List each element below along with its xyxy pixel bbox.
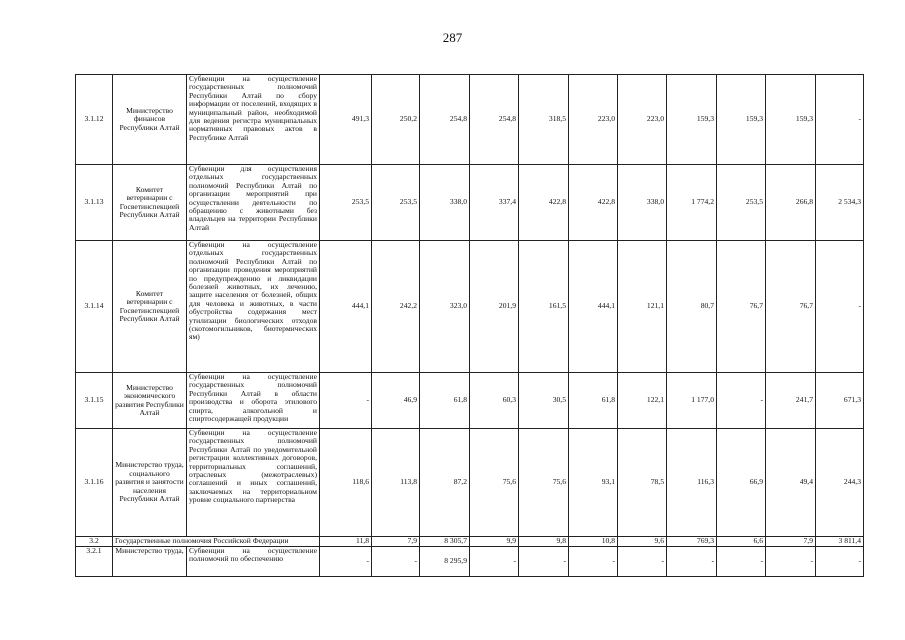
value-cell: 444,1 [569,241,618,373]
value-cell: - [320,547,372,577]
value-cell: 201,9 [470,241,519,373]
value-cell: 159,3 [717,75,766,165]
value-cell: - [717,547,766,577]
row-organization: Министерство финансов Республики Алтай [113,75,187,165]
row-organization: Комитет ветеринарии с Госветинспекцией Республики Алтай [113,241,187,373]
value-cell: 9,6 [618,537,667,547]
value-cell: 671,3 [816,373,864,429]
row-organization: Комитет ветеринарии с Госветинспекцией Республики Алтай [113,165,187,241]
value-cell: 1 177,0 [667,373,717,429]
value-cell: 338,0 [618,165,667,241]
value-cell: 250,2 [372,75,420,165]
value-cell: 422,8 [519,165,569,241]
value-cell: 122,1 [618,373,667,429]
value-cell: - [519,547,569,577]
table-row [76,165,864,241]
row-code: 3.2 [76,537,113,547]
value-cell: 30,5 [519,373,569,429]
row-description: Субвенции на осуществление полномочий по обеспечению [187,547,320,577]
table-row [76,429,864,537]
value-cell: 7,9 [766,537,816,547]
value-cell: 318,5 [519,75,569,165]
value-cell: - [470,547,519,577]
value-cell: - [667,547,717,577]
row-code: 3.2.1 [76,547,113,577]
row-description: Субвенции для осуществления отдельных государственных полномочий Республики Алтай по организации мероприятий при осуществлении деятельности по обращению с животными без владельцев на территории Республики Алтай [187,165,320,241]
value-cell: 78,5 [618,429,667,537]
row-organization: Министерство труда, [113,547,187,577]
value-cell: 66,9 [717,429,766,537]
value-cell: 241,7 [766,373,816,429]
value-cell: 121,1 [618,241,667,373]
row-description: Субвенции на осуществление государственных полномочий Республики Алтай по сбору информации от поселений, входящих в муниципальный район, необходимой для ведения регистра муниципальных нормативных правовых актов в Республике Алтай [187,75,320,165]
row-description: Субвенции на осуществление государственных полномочий Республики Алтай по уведомительной регистрации коллективных договоров, территориальных соглашений, отраслевых (межотраслевых) соглашений и иных соглашений, заключаемых на территориальном уровне социального партнерства [187,429,320,537]
value-cell: 253,5 [372,165,420,241]
value-cell: 159,3 [667,75,717,165]
table-row [76,373,864,429]
value-cell: 1 774,2 [667,165,717,241]
value-cell: 8 295,9 [420,547,470,577]
value-cell: 61,8 [569,373,618,429]
value-cell: - [320,373,372,429]
value-cell: 6,6 [717,537,766,547]
value-cell: 253,5 [320,165,372,241]
row-code: 3.1.15 [76,373,113,429]
value-cell: - [618,547,667,577]
value-cell: 254,8 [470,75,519,165]
value-cell: - [717,373,766,429]
row-description: Субвенции на осуществление отдельных государственных полномочий Республики Алтай по организации проведения мероприятий по предупреждению и ликвидации болезней животных, их лечению, защите населения от болезней, общих для человека и животных, в части обустройства содержания мест утилизации биологических отходов (скотомогильников, биотермических ям) [187,241,320,373]
row-code: 3.1.13 [76,165,113,241]
budget-table [75,74,864,577]
value-cell: 337,4 [470,165,519,241]
value-cell: 338,0 [420,165,470,241]
value-cell: 87,2 [420,429,470,537]
value-cell: 223,0 [618,75,667,165]
value-cell: 60,3 [470,373,519,429]
value-cell: 323,0 [420,241,470,373]
value-cell: 9,8 [519,537,569,547]
value-cell: 7,9 [372,537,420,547]
value-cell: - [816,547,864,577]
value-cell: 8 305,7 [420,537,470,547]
value-cell: - [766,547,816,577]
summary-row [76,537,864,547]
row-organization: Министерство экономического развития Республики Алтай [113,373,187,429]
value-cell: 9,9 [470,537,519,547]
budget-table-container [75,74,859,640]
row-code: 3.1.12 [76,75,113,165]
value-cell: 2 534,3 [816,165,864,241]
value-cell: - [816,75,864,165]
value-cell: 46,9 [372,373,420,429]
value-cell: 10,8 [569,537,618,547]
value-cell: 11,8 [320,537,372,547]
value-cell: 3 811,4 [816,537,864,547]
value-cell: 444,1 [320,241,372,373]
value-cell: 769,3 [667,537,717,547]
table-row [76,547,864,577]
value-cell: 116,3 [667,429,717,537]
value-cell: 254,8 [420,75,470,165]
value-cell: 244,3 [816,429,864,537]
row-code: 3.1.14 [76,241,113,373]
value-cell: 159,3 [766,75,816,165]
value-cell: 75,6 [519,429,569,537]
table-row [76,75,864,165]
row-description: Государственные полномочия Российской Федерации [113,537,320,547]
value-cell: 223,0 [569,75,618,165]
value-cell: 75,6 [470,429,519,537]
value-cell: 422,8 [569,165,618,241]
value-cell: 118,6 [320,429,372,537]
value-cell: 76,7 [717,241,766,373]
value-cell: 80,7 [667,241,717,373]
value-cell: 61,8 [420,373,470,429]
value-cell: 93,1 [569,429,618,537]
value-cell: 113,8 [372,429,420,537]
value-cell: - [569,547,618,577]
value-cell: 242,2 [372,241,420,373]
value-cell: 253,5 [717,165,766,241]
value-cell: 49,4 [766,429,816,537]
value-cell: - [816,241,864,373]
value-cell: 491,3 [320,75,372,165]
value-cell: 266,8 [766,165,816,241]
value-cell: 161,5 [519,241,569,373]
table-row [76,241,864,373]
page-number: 287 [442,30,463,45]
row-description: Субвенции на осуществление государственных полномочий Республики Алтай в области производства и оборота этилового спирта, алкогольной и спиртосодержащей продукции [187,373,320,429]
value-cell: - [372,547,420,577]
row-organization: Министерство труда, социального развития и занятости населения Республики Алтай [113,429,187,537]
row-code: 3.1.16 [76,429,113,537]
value-cell: 76,7 [766,241,816,373]
